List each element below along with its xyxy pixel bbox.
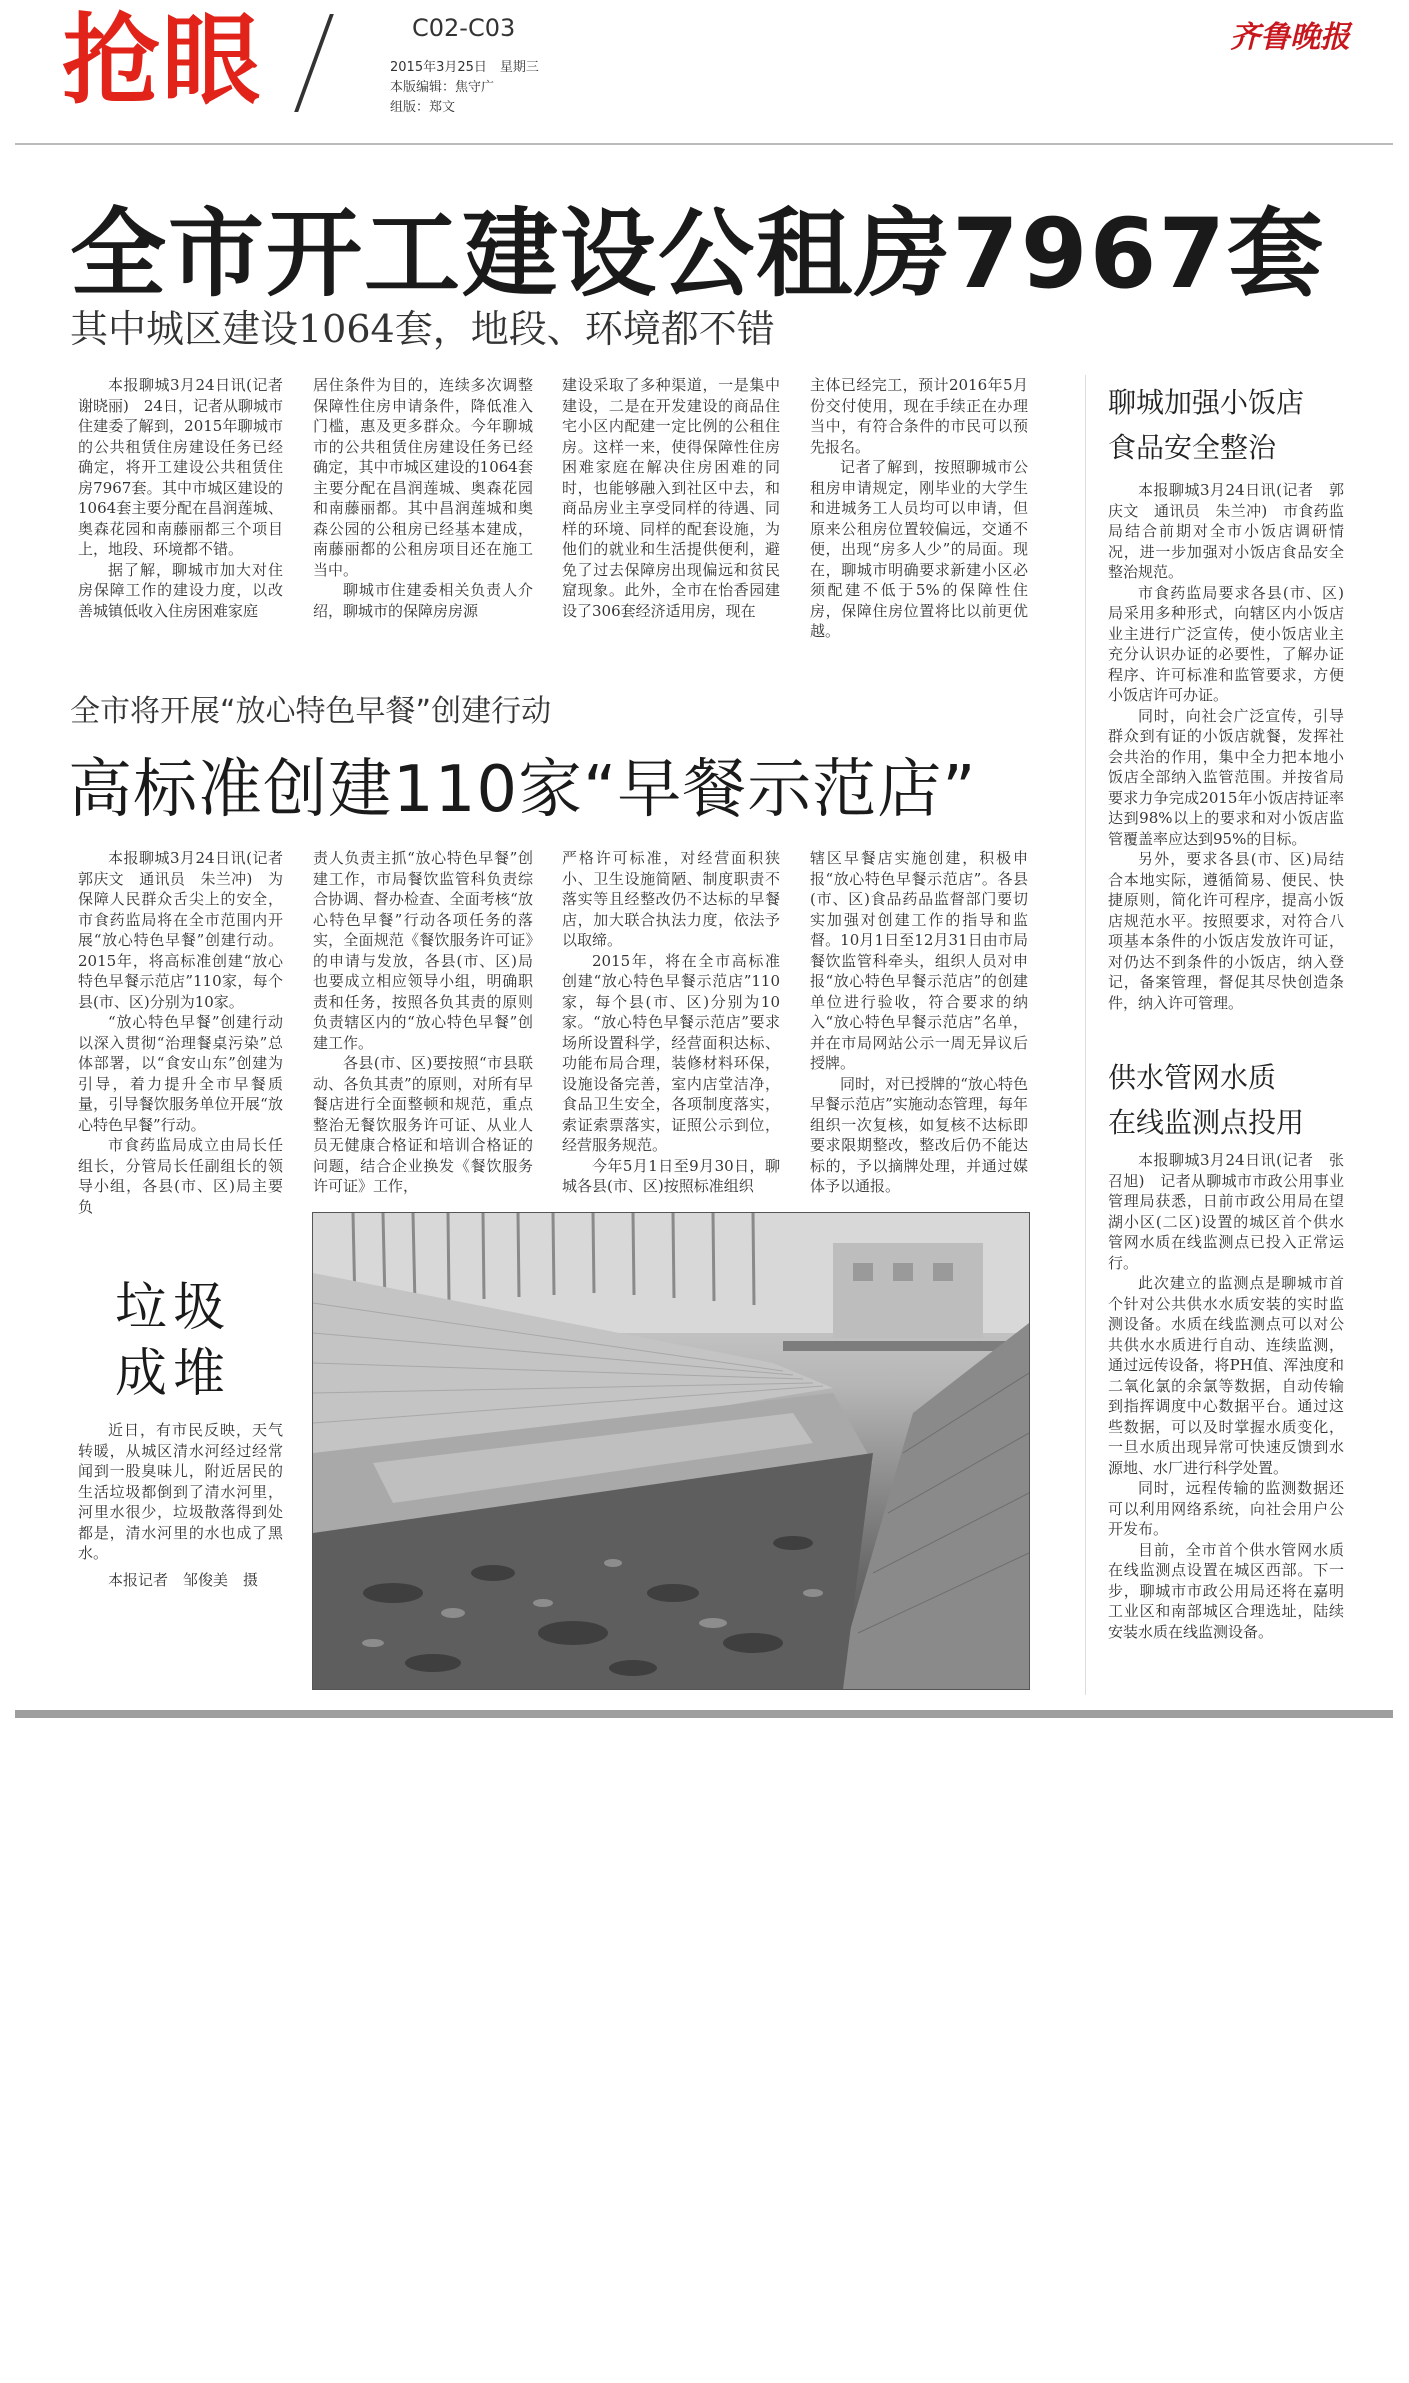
page-code: C02-C03 — [412, 14, 516, 42]
side1-body — [1108, 480, 1344, 1013]
paragraph: 辖区早餐店实施创建，积极申报“放心特色早餐示范店”。各县(市、区)食品药品监督部门要切实加强对创建工作的指导和监督。10月1日至12月31日由市局餐饮监管科牵头，组织人员对申报“放心特色早餐示范店”的创建单位进行验收，符合要求的纳入“放心特色早餐示范店”名单，并在市局网站公示一周无异议后授牌。 — [810, 849, 1028, 1072]
side2-headline-line2: 在线监测点投用 — [1108, 1106, 1305, 1139]
lead-column-1 — [78, 375, 299, 621]
paragraph: 另外，要求各县(市、区)局结合本地实际，遵循简易、便民、快捷原则，简化许可程序，提高小饭店规范水平。按照要求，对符合八项基本条件的小饭店发放许可证，对仍达不到条件的小饭店，纳入登记，备案管理，督促其尽快创造条件，纳入许可管理。 — [1108, 850, 1344, 1012]
paragraph: 建设采取了多种渠道，一是集中建设，二是在开发建设的商品住宅小区内配建一定比例的公租住房。这样一来，使得保障性住房困难家庭在解决住房困难的同时，也能够融入到社区中去，和商品房业主享受同样的待遇、同样的环境、同样的配套设施，为他们的就业和生活提供便利，避免了过去保障房出现偏远和贫民窟现象。此外，全市在怡香园建设了306套经济适用房，现在 — [562, 376, 780, 620]
paragraph: 本报聊城3月24日讯(记者 郭庆文 通讯员 朱兰冲) 为保障人民群众舌尖上的安全，市食药监局将在全市范围内开展“放心特色早餐”创建行动。2015年，将高标准创建“放心特色早餐示范店”110家，每个县(市、区)分别为10家。 — [78, 849, 299, 1011]
paragraph: 今年5月1日至9月30日，聊城各县(市、区)按照标准组织 — [562, 1156, 780, 1195]
date-line: 2015年3月25日 星期三 — [390, 60, 539, 75]
sidebar-divider — [1085, 375, 1086, 1695]
paragraph: 聊城市住建委相关负责人介绍，聊城市的保障房房源 — [313, 581, 533, 620]
lead-column-4 — [810, 375, 1028, 642]
paragraph: 本报聊城3月24日讯(记者 张召旭) 记者从聊城市市政公用事业管理局获悉，日前市政公用局在望湖小区(二区)设置的城区首个供水管网水质在线监测点已投入正常运行。 — [1108, 1151, 1344, 1272]
side2-headline — [1108, 1055, 1304, 1145]
paragraph: 此次建立的监测点是聊城市首个针对公共供水水质安装的实时监测设备。水质在线监测点可以对公共供水水质进行自动、连续监测，通过远传设备，将PH值、浑浊度和二氧化氯的余氯等数据，自动传输到指挥调度中心数据平台。通过这些数据，可以及时掌握水质变化，一旦水质出现异常可快速反馈到水源地、水厂进行科学处置。 — [1108, 1274, 1344, 1477]
paragraph: 居住条件为目的，连续多次调整保障性住房申请条件，降低准入门槛，惠及更多群众。今年聊城市的公共租赁住房建设任务已经确定，其中市城区建设的1064套主要分配在昌润莲城、奥森花园和南藤丽都。其中昌润莲城和奥森公园的公租房已经基本建成，南藤丽都的公租房项目还在施工当中。 — [313, 376, 533, 579]
masthead-divider — [294, 14, 334, 112]
photo-story-headline — [115, 1275, 255, 1407]
paragraph: 同时，远程传输的监测数据还可以利用网络系统，向社会用户公开发布。 — [1108, 1479, 1344, 1538]
side1-headline — [1108, 380, 1304, 470]
paragraph: 各县(市、区)要按照“市县联动、各负其责”的原则，对所有早餐店进行全面整顿和规范，重点整治无餐饮服务许可证、从业人员无健康合格证和培训合格证的问题，结合企业换发《餐饮服务许可证》工作， — [313, 1054, 533, 1195]
newspaper-brand-logo: 齐鲁晚报 — [1230, 20, 1350, 55]
paragraph: 记者了解到，按照聊城市公租房申请规定，刚毕业的大学生和进城务工人员均可以申请，但原来公租房位置较偏远，交通不便，出现“房多人少”的局面。现在，聊城市明确要求新建小区必须配建不低于5%的保障性住房，保障住房位置将比以前更优越。 — [810, 458, 1028, 640]
layout-line: 组版：郑文 — [390, 100, 456, 115]
lead-column-3 — [562, 375, 780, 621]
river-trash-photo — [312, 1212, 1030, 1690]
paragraph: 同时，对已授牌的“放心特色早餐示范店”实施动态管理，每年组织一次复核，如复核不达标即要求限期整改，整改后仍不能达标的，予以摘牌处理，并通过媒体予以通报。 — [810, 1074, 1028, 1195]
paragraph: 据了解，聊城市加大对住房保障工作的建设力度，以改善城镇低收入住房困难家庭 — [78, 560, 283, 620]
side1-headline-line1: 聊城加强小饭店 — [1108, 386, 1305, 419]
paragraph: 责人负责主抓“放心特色早餐”创建工作，市局餐饮监管科负责综合协调、督办检查、全面考核“放心特色早餐”行动各项任务的落实，全面规范《餐饮服务许可证》的申请与发放，各县(市、区)局也要成立相应领导小组，明确职责和任务，按照各负其责的原则负责辖区内的“放心特色早餐”创建工作。 — [313, 849, 533, 1052]
second-column-3 — [562, 848, 780, 1197]
second-kicker: 全市将开展“放心特色早餐”创建行动 — [70, 694, 552, 729]
paragraph: 同时，向社会广泛宣传，引导群众到有证的小饭店就餐，发挥社会共治的作用，集中全力把本地小饭店全部纳入监管范围。并按省局要求力争完成2015年小饭店持证率达到98%以上的要求和对小饭店监管覆盖率应达到95%的目标。 — [1108, 706, 1344, 848]
paragraph: 主体已经完工，预计2016年5月份交付使用，现在手续正在办理当中，有符合条件的市民可以预先报名。 — [810, 376, 1028, 456]
editor-line: 本版编辑：焦守广 — [390, 80, 495, 95]
paragraph: 目前，全市首个供水管网水质在线监测点设置在城区西部。下一步，聊城市市政公用局还将在嘉明工业区和南部城区合理选址，陆续安装水质在线监测设备。 — [1108, 1540, 1344, 1641]
paragraph: “放心特色早餐”创建行动以深入贯彻“治理餐桌污染”总体部署，以“食安山东”创建为引导，着力提升全市早餐质量，引导餐饮服务单位开展“放心特色早餐”行动。 — [78, 1013, 283, 1134]
lead-column-2 — [313, 375, 533, 621]
second-column-4 — [810, 848, 1028, 1197]
paragraph: 市食药监局要求各县(市、区)局采用多种形式，向辖区内小饭店业主进行广泛宣传，使小饭店业主充分认识办证的必要性，了解办证程序、许可标准和监管要求，方便小饭店许可办证。 — [1108, 583, 1344, 704]
side2-headline-line1: 供水管网水质 — [1108, 1061, 1277, 1094]
photo-story-text — [78, 1420, 283, 1590]
paragraph: 2015年，将在全市高标准创建“放心特色早餐示范店”110家，每个县(市、区)分别为10家。“放心特色早餐示范店”要求场所设置科学，经营面积达标、功能布局合理，装修材料环保，设施设备完善，室内店堂洁净，食品卫生安全，各项制度落实，索证索票落实，证照公示到位，经营服务规范。 — [562, 951, 780, 1154]
header-rule — [15, 143, 1393, 145]
side1-headline-line2: 食品安全整治 — [1108, 431, 1277, 464]
photo-illustration — [313, 1213, 1029, 1689]
lead-subhead: 其中城区建设1064套，地段、环境都不错 — [70, 307, 775, 351]
page-bottom-bar — [15, 1710, 1393, 1718]
second-column-1 — [78, 848, 299, 1217]
side2-body — [1108, 1150, 1344, 1642]
paragraph: 市食药监局成立由局长任组长，分管局长任副组长的领导小组，各县(市、区)局主要负 — [78, 1136, 283, 1216]
paragraph: 严格许可标准，对经营面积狭小、卫生设施简陋、制度职责不落实等且经整改仍不达标的早餐店，加大联合执法力度，依法予以取缔。 — [562, 849, 780, 949]
photo-credit: 本报记者 邹俊美 摄 — [108, 1570, 259, 1589]
paragraph: 本报聊城3月24日讯(记者 谢晓丽) 24日，记者从聊城市住建委了解到，2015年聊城市的公共租赁住房建设任务已经确定，将开工建设公共租赁住房7967套。其中市城区建设的1064套主要分配在昌润莲城、奥森花园和南藤丽都三个项目上，地段、环境都不错。 — [78, 376, 299, 558]
paragraph: 本报聊城3月24日讯(记者 郭庆文 通讯员 朱兰冲) 市食药监局结合前期对全市小饭店调研情况，进一步加强对小饭店食品安全整治规范。 — [1108, 481, 1344, 581]
photo-story-headline-text: 垃圾成堆 — [115, 1278, 232, 1404]
masthead-title: 抢眼 — [62, 4, 263, 118]
lead-headline: 全市开工建设公租房7967套 — [70, 198, 1326, 310]
second-column-2 — [313, 848, 533, 1197]
second-headline: 高标准创建110家“早餐示范店” — [68, 753, 977, 827]
paragraph: 近日，有市民反映，天气转暖，从城区清水河经过经常闻到一股臭味儿，附近居民的生活垃圾都倒到了清水河里，河里水很少，垃圾散落得到处都是，清水河里的水也成了黑水。 — [78, 1421, 283, 1562]
